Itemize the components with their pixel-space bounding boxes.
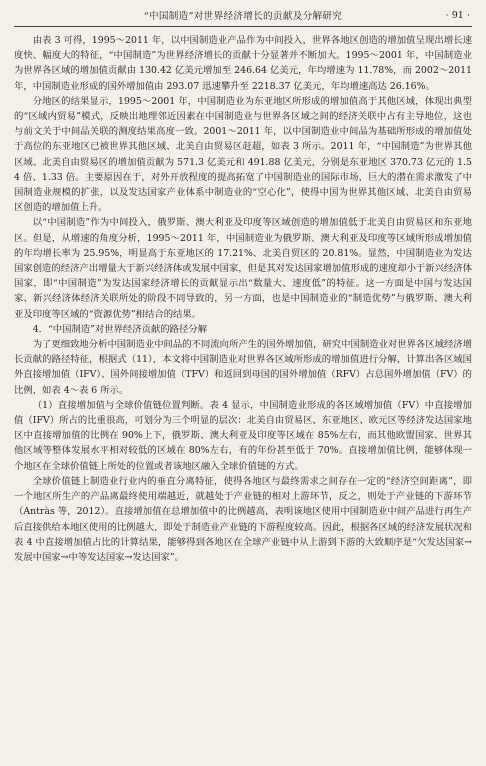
- running-header: [14, 4, 472, 27]
- paragraph: 全球价值链上制造业行业内的垂直分离特征，使得各地区与最终需求之间存在一定的“经济空间距离”，即一个地区所生产的产品离最终使用端越近，就越处于产业链的相对上游环节，反之，则处于产业链的下游环节（Antràs 等，2012）。直接增加值在总增加值中的比例越高，表明该地区使用中国制造业中间产品进行再生产后直接供给本地区使用的比例越大，即处于制造业产业链的下游程度较高。因此，根据各区域的经济发展状况和表 4 中直接增加值占比的计算结果，能够得到各地区在全球产业链中从上游到下游的大致顺序是“欠发达国家→发展中国家→中等发达国家→发达国家”。: [14, 475, 472, 563]
- paragraph: （1）直接增加值与全球价值链位置判断。表 4 显示，中国制造业形成的各区域增加值（FV）中直接增加值（IFV）所占的比重很高，可划分为三个明显的层次：北美自由贸易区、东亚地区、欧元区等经济发达国家地区中直接增加值的比例在 90%上下，俄罗斯、澳大利亚及印度等区域在 85%左右，而其他欧盟国家、世界其他区域等整体发展水平相对较低的区域在 80%左右，有的年份甚至低于 70%。直接增加值比例，能够体现一个地区在全球价值链上所处的位置或者该地区融入全球价值链的方式。: [14, 399, 472, 472]
- paragraph: 以“中国制造”作为中间投入，俄罗斯、澳大利亚及印度等区域创造的增加值低于北美自由贸易区和东亚地区。但是，从增速的角度分析，1995～2011 年，中国制造业为俄罗斯、澳大利亚及印度等区域所形成增加值的年均增长率为 25.95%，明显高于东亚地区的 17.21%、北美自贸区的 20.81%。显然，中国制造业为发达国家创造的经济产出增量大于新兴经济体或发展中国家，但是其对发达国家增加值形成的速度却小于新兴经济体国家，即“中国制造”为发达国家经济增长的贡献显示出“数量大、速度低”的特征。这一方面是中国与发达国家、新兴经济体经济关联所处的阶段不同导致的，另一方面，也是中国制造业的“制造优势”与俄罗斯、澳大利亚及印度等区域的“资源优势”相结合的结果。: [14, 217, 472, 320]
- page-number: · 91 ·: [445, 9, 470, 21]
- paragraph: 为了更细致地分析中国制造业中间品的不同流向所产生的国外增加值，研究中国制造业对世界各区域经济增长贡献的路径特征，根据式（11），本文将中国制造业对世界各区域所形成的增加值进行分解，计算出各区域国外直接增加值（IFV）、国外间接增加值（TFV）和返回到母国的国外增加值（RFV）占总国外增加值（FV）的比例，如表 4～表 6 所示。: [14, 339, 472, 396]
- paragraph: 由表 3 可得，1995～2011 年，以中国制造业产品作为中间投入，世界各地区创造的增加值呈现出增长速度快、幅度大的特征，“中国制造”为世界经济增长的贡献十分显著并不断加大。1995～2001 年，中国制造业为世界各区域的增加值贡献由 130.42 亿美元增加至 246.64 亿美元，年均增速为 11.78%，而 2002～2011 年，中国制造业形成的国外增加值由 293.07 迅速攀升至 2218.37 亿美元，年均增速高达 26.16%。: [14, 35, 472, 92]
- running-title: “中国制造”对世界经济增长的贡献及分解研究: [143, 11, 343, 22]
- paragraph: 分地区的结果显示，1995～2001 年，中国制造业为东亚地区所形成的增加值高于其他区域，体现出典型的“区域内贸易”模式，反映出地理邻近因素在中国制造业与世界各区域之间的经济关联中占有主导地位，这也与前文关于中间品关联的测度结果高度一致。2001～2011 年，以中国制造业中间品为基础所形成的增加值处于高位的东亚地区已被世界其他区域、北美自由贸易区赶超，如表 3 所示。2011 年，“中国制造”为世界其他区域、北美自由贸易区的增加值贡献为 571.3 亿美元和 491.88 亿美元，分别是东亚地区 370.73 亿元的 1.54 倍、1.33 倍。主要原因在于，对外开放程度的提高拓宽了中国制造业的国际市场，巨大的潜在需求激发了中国制造业规模的扩张，以及发达国家产业体系中制造业的“空心化”，使得中国为世界其他区域、北美自由贸易区创造的增加值上升。: [14, 95, 472, 214]
- article-body: [14, 33, 472, 565]
- section-heading: 4．“中国制造”对世界经济贡献的路径分解: [32, 323, 208, 335]
